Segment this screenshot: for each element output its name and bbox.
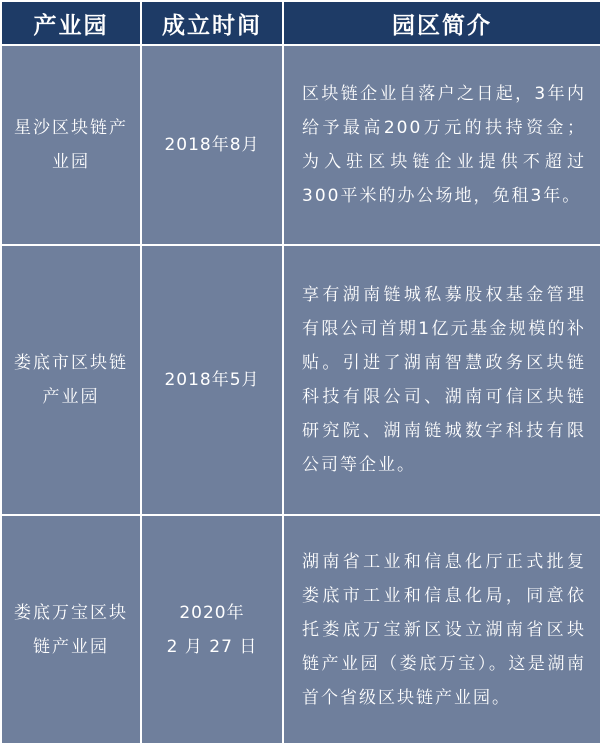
park-description: 享有湖南链城私募股权基金管理有限公司首期1亿元基金规模的补贴。引进了湖南智慧政务区块链科技有限公司、湖南可信区块链研究院、湖南链城数字科技有限公司等企业。 — [283, 245, 600, 515]
header-established: 成立时间 — [141, 1, 283, 45]
date-line: 2020年 — [179, 602, 245, 623]
table-row — [1, 515, 600, 744]
established-date — [141, 245, 283, 515]
park-name: 娄底市区块链产业园 — [1, 245, 141, 515]
park-name: 星沙区块链产业园 — [1, 45, 141, 245]
date-line: 2018年8月 — [164, 135, 260, 155]
park-name: 娄底万宝区块链产业园 — [1, 515, 141, 744]
table-row — [1, 45, 600, 245]
table-row — [1, 245, 600, 515]
park-description: 区块链企业自落户之日起，3年内给予最高200万元的扶持资金；为入驻区块链企业提供不超过300平米的办公场地，免租3年。 — [283, 45, 600, 245]
established-date — [141, 515, 283, 744]
header-intro: 园区简介 — [283, 1, 600, 45]
header-row — [1, 1, 600, 45]
established-date — [141, 45, 283, 245]
date-line: 2018年5月 — [164, 370, 260, 390]
park-description: 湖南省工业和信息化厅正式批复娄底市工业和信息化局，同意依托娄底万宝新区设立湖南省区块链产业园（娄底万宝）。这是湖南首个省级区块链产业园。 — [283, 515, 600, 744]
date-line: 2 月 27 日 — [166, 636, 258, 657]
header-park: 产业园 — [1, 1, 141, 45]
